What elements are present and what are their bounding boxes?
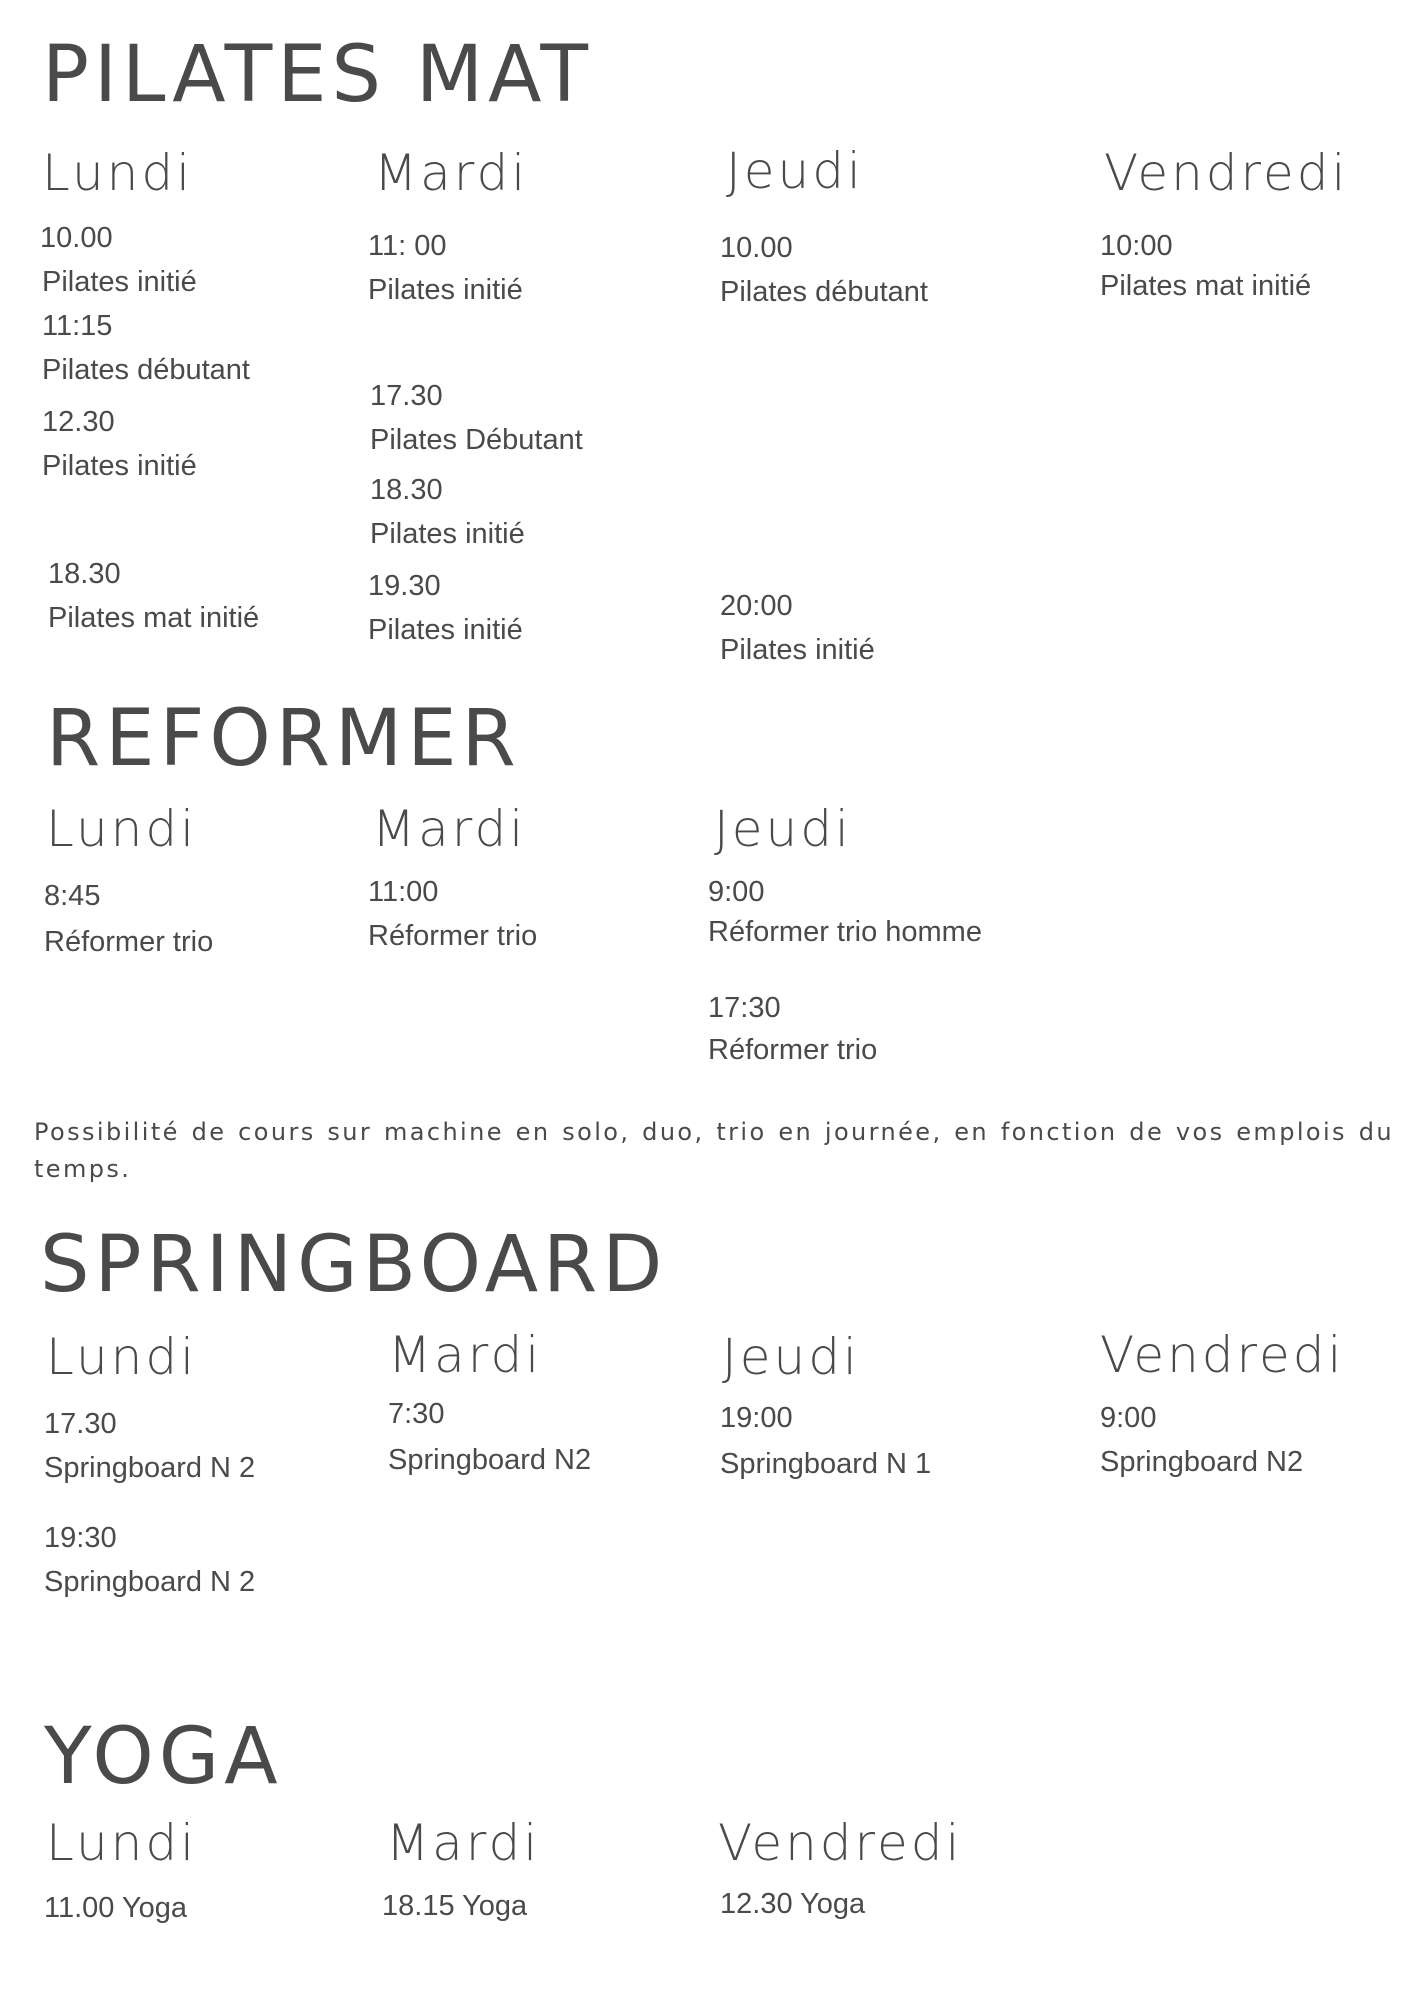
springboard-jeudi-class-1: Springboard N 1 [720,1448,932,1480]
reformer-lundi-class-1: Réformer trio [44,926,214,958]
pilates-lundi-time-4: 18.30 [48,558,121,590]
pilates-jeudi-time-2: 20:00 [720,590,793,622]
pilates-mardi-class-3: Pilates initié [370,518,525,550]
springboard-lundi-class-1: Springboard N 2 [44,1452,256,1484]
pilates-lundi-class-2: Pilates débutant [42,354,250,386]
reformer-day-jeudi: Jeudi [714,800,852,858]
pilates-day-jeudi: Jeudi [726,142,864,200]
yoga-title: YOGA [44,1712,283,1802]
pilates-day-vendredi: Vendredi [1104,144,1349,202]
springboard-mardi-class-1: Springboard N2 [388,1444,592,1476]
springboard-lundi-class-2: Springboard N 2 [44,1566,256,1598]
springboard-vendredi-time-1: 9:00 [1100,1402,1157,1434]
reformer-jeudi-time-1: 9:00 [708,876,765,908]
reformer-jeudi-class-2: Réformer trio [708,1034,878,1066]
reformer-mardi-class-1: Réformer trio [368,920,538,952]
yoga-day-vendredi: Vendredi [718,1814,963,1872]
pilates-mardi-class-2: Pilates Débutant [370,424,583,456]
pilates-mardi-time-2: 17.30 [370,380,443,412]
reformer-lundi-time-1: 8:45 [44,880,101,912]
yoga-day-lundi: Lundi [46,1814,197,1872]
springboard-lundi-time-2: 19:30 [44,1522,117,1554]
reformer-jeudi-class-1: Réformer trio homme [708,916,982,948]
springboard-jeudi-time-1: 19:00 [720,1402,793,1434]
springboard-mardi-time-1: 7:30 [388,1398,445,1430]
yoga-day-mardi: Mardi [386,1814,541,1872]
pilates-jeudi-time-1: 10.00 [720,232,793,264]
reformer-note: Possibilité de cours sur machine en solo, duo, trio en journée, en fonction de vos emplois du temps. [34,1118,1394,1184]
pilates-mardi-time-3: 18.30 [370,474,443,506]
reformer-title: REFORMER [46,694,521,784]
pilates-lundi-time-1: 10.00 [40,222,113,254]
pilates-mardi-time-4: 19.30 [368,570,441,602]
reformer-mardi-time-1: 11:00 [368,876,439,908]
springboard-lundi-time-1: 17.30 [44,1408,117,1440]
springboard-day-vendredi: Vendredi [1100,1326,1345,1384]
pilates-jeudi-class-1: Pilates débutant [720,276,928,308]
pilates-mardi-time-1: 11: 00 [368,230,447,262]
pilates-mardi-class-1: Pilates initié [368,274,523,306]
springboard-day-jeudi: Jeudi [722,1328,860,1386]
reformer-day-lundi: Lundi [46,800,197,858]
springboard-day-mardi: Mardi [388,1326,543,1384]
springboard-vendredi-class-1: Springboard N2 [1100,1446,1304,1478]
pilates-mardi-class-4: Pilates initié [368,614,523,646]
pilates-vendredi-class-1: Pilates mat initié [1100,270,1312,302]
yoga-vendredi-class: 12.30 Yoga [720,1888,866,1920]
pilates-day-lundi: Lundi [42,144,193,202]
pilates-lundi-class-3: Pilates initié [42,450,197,482]
yoga-lundi-class: 11.00 Yoga [44,1892,188,1924]
pilates-lundi-time-3: 12.30 [42,406,115,438]
pilates-lundi-class-4: Pilates mat initié [48,602,260,634]
pilates-vendredi-time-1: 10:00 [1100,230,1173,262]
pilates-lundi-time-2: 11:15 [42,310,113,342]
springboard-title: SPRINGBOARD [40,1220,668,1310]
reformer-day-mardi: Mardi [372,800,527,858]
yoga-mardi-class: 18.15 Yoga [382,1890,528,1922]
pilates-mat-title: PILATES MAT [42,30,594,120]
pilates-day-mardi: Mardi [374,144,529,202]
springboard-day-lundi: Lundi [46,1328,197,1386]
reformer-jeudi-time-2: 17:30 [708,992,781,1024]
pilates-lundi-class-1: Pilates initié [42,266,197,298]
pilates-jeudi-class-2: Pilates initié [720,634,875,666]
